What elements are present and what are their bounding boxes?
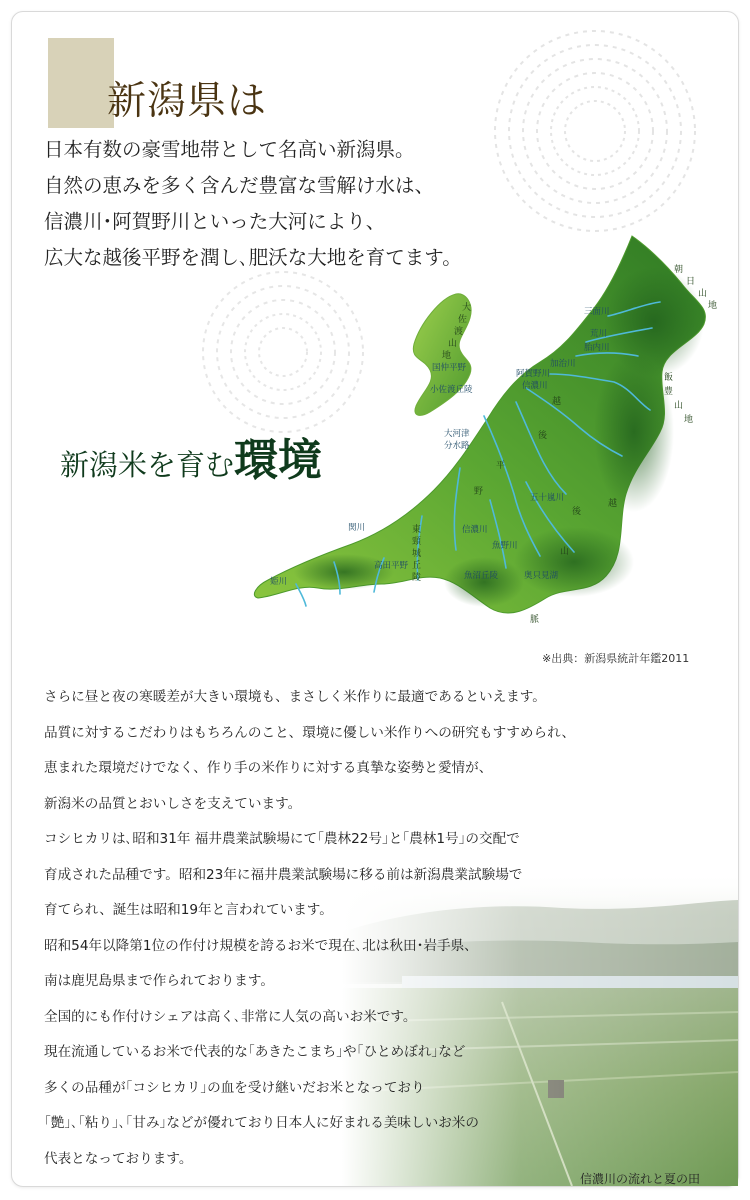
section-title: [60, 424, 322, 488]
map-label-tainai: 胎内川: [584, 343, 610, 353]
section-title-emphasis: 環境: [234, 435, 323, 486]
map-label-asahi: 朝: [674, 265, 684, 275]
map-label-shinano-mid: 信濃川: [462, 525, 488, 535]
mountain-shade: [514, 527, 634, 597]
body-line: さらに昼と夜の寒暖差が大きい環境も、まさしく米作りに最適であるといえます。: [44, 689, 546, 705]
heading-accent-box: [48, 38, 114, 128]
map-label-agano: 阿賀野川: [516, 369, 551, 379]
body-line: 新潟米の品質とおいしさを支えています。: [44, 795, 302, 812]
body-line: コシヒカリは､昭和31年 福井農業試験場にて｢農林22号｣と｢農林1号｣の交配で: [44, 831, 520, 847]
map-label-plain: 野: [474, 487, 484, 497]
map-label-okutadami: 奥只見湖: [524, 571, 559, 581]
page-frame: [11, 11, 739, 1187]
intro-line: 信濃川･阿賀野川といった大河により、: [44, 210, 386, 233]
map-label-higashikubiki: 東: [412, 525, 422, 535]
map-label-iide: 山: [674, 401, 684, 411]
map-label-iide: 飯: [664, 373, 674, 383]
photo-caption: 信濃川の流れと夏の田: [580, 1172, 701, 1186]
map-label-ikarashi: 五十嵐川: [530, 493, 565, 503]
map-label-iide: 地: [684, 415, 694, 425]
map-label-shinano-top: 信濃川: [522, 381, 548, 391]
map-label-asahi: 山: [698, 289, 708, 299]
body-line: 品質に対するこだわりはもちろんのこと、環境に優しい米作りへの研究もすすめられ、: [44, 724, 576, 741]
intro-line: 自然の恵みを多く含んだ豊富な雪解け水は、: [44, 174, 435, 197]
intro-line: 日本有数の豪雪地帯として名高い新潟県。: [44, 138, 415, 161]
map-label-plain: 平: [496, 461, 506, 471]
map-label-echigo: 越: [608, 499, 618, 509]
body-line: 多くの品種が｢コシヒカリ｣の血を受け継いだお米となっており: [44, 1079, 425, 1096]
body-line: ｢艶｣､｢粘り｣､｢甘み｣などが優れており日本人に好まれる美味しいお米の: [44, 1115, 479, 1131]
map-label-okouzu: 分水路: [444, 441, 470, 451]
map-label-miomote: 三面川: [584, 307, 610, 317]
body-line: 育てられ、誕生は昭和19年と言われています。: [44, 902, 333, 918]
map-label-higashikubiki: 陵: [412, 573, 422, 583]
body-line: 恵まれた環境だけでなく、作り手の米作りに対する真摯な姿勢と愛情が、: [44, 760, 493, 776]
map-label-plain: 越: [552, 397, 562, 407]
map-label-okouzu: 大河津: [444, 429, 470, 439]
map-label-plain: 後: [538, 431, 548, 441]
map-label-iide: 豊: [664, 387, 674, 397]
map-label-seki: 関川: [348, 523, 366, 533]
body-line: 南は鹿児島県まで作られております。: [44, 973, 275, 989]
map-label-higashikubiki: 丘: [412, 561, 422, 571]
map-label-hime: 姫川: [270, 577, 288, 587]
map-label-echigo: 後: [572, 507, 582, 517]
map-label-sado-mountains: 佐: [458, 315, 468, 325]
mountain-shade: [594, 352, 674, 512]
map-label-sado-mountains: 大: [462, 303, 472, 313]
map-label-echigo: 山: [560, 547, 570, 557]
page-heading: 新潟県は: [107, 79, 268, 124]
source-note: ※出典：新潟県統計年鑑2011: [542, 652, 690, 665]
map-label-echigo: 脈: [530, 615, 540, 625]
rosette-ornament-top: [490, 26, 700, 236]
body-line: 代表となっております。: [44, 1150, 193, 1167]
map-label-higashikubiki: 城: [412, 549, 422, 559]
map-label-asahi: 日: [686, 277, 696, 287]
body-line: 昭和54年以降第1位の作付け規模を誇るお米で現在､北は秋田･岩手県、: [44, 937, 478, 954]
mountain-shade: [444, 557, 524, 607]
map-label-uono: 魚野川: [492, 541, 518, 551]
body-paragraph: [44, 680, 575, 1177]
map-label-takada: 高田平野: [374, 561, 409, 571]
map-label-asahi: 地: [708, 301, 718, 311]
map-label-kuninaka: 国仲平野: [432, 363, 467, 373]
map-label-ara: 荒川: [590, 329, 608, 339]
body-line: 育成された品種です。昭和23年に福井農業試験場に移る前は新潟農業試験場で: [44, 866, 523, 883]
intro-line: 広大な越後平野を潤し､肥沃な大地を育てます。: [44, 246, 462, 269]
body-line: 現在流通しているお米で代表的な｢あきたこまち｣や｢ひとめぼれ｣など: [44, 1044, 466, 1060]
map-label-kaji: 加治川: [550, 359, 576, 369]
section-title-prefix: 新潟米を育む: [60, 448, 235, 482]
map-label-uonuma: 魚沼丘陵: [464, 571, 499, 581]
body-line: 全国的にも作付けシェアは高く､非常に人気の高いお米です。: [44, 1008, 417, 1025]
map-label-sado-mountains: 山: [448, 339, 458, 349]
map-label-sado-mountains: 渡: [454, 327, 464, 337]
map-label-higashikubiki: 頸: [412, 537, 422, 547]
map-label-sado-mountains: 地: [442, 351, 452, 361]
map-label-kosado: 小佐渡丘陵: [430, 385, 473, 395]
